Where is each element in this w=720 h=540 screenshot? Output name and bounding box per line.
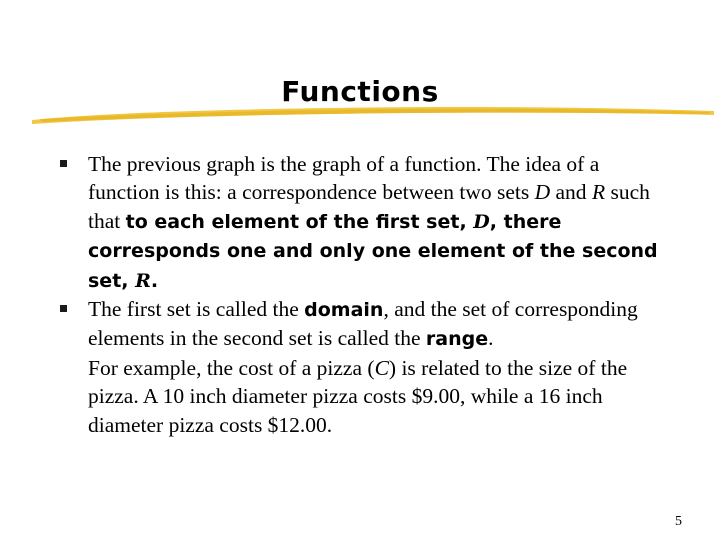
bullet-text bbox=[88, 297, 638, 350]
text-run: . bbox=[150, 269, 159, 292]
text-run: , there corresponds one and only one element of the second set, bbox=[88, 210, 658, 292]
text-run: D bbox=[534, 180, 551, 205]
text-run: such that bbox=[88, 180, 650, 233]
text-run: ) is related to the size of the pizza. A 10 inch diameter pizza costs $9.00, while a 16 inch diameter pizza costs $12.00. bbox=[88, 355, 628, 437]
bullet-item bbox=[60, 150, 670, 295]
bullet-text bbox=[88, 152, 658, 292]
square-bullet-icon bbox=[60, 150, 67, 178]
bullet-list bbox=[60, 150, 670, 354]
text-run: D bbox=[473, 210, 490, 233]
slide-title: Functions bbox=[281, 75, 439, 108]
text-run: C bbox=[374, 355, 389, 380]
text-run: The previous graph is the graph of a function. The idea of a function is this: a correspondence between two sets bbox=[88, 152, 600, 205]
slide-body bbox=[60, 150, 670, 439]
square-bullet-icon bbox=[60, 295, 67, 323]
text-run: R bbox=[135, 269, 151, 292]
text-run: R bbox=[591, 180, 606, 205]
text-run: range bbox=[425, 328, 489, 351]
text-run: and bbox=[550, 180, 592, 205]
text-run: For example, the cost of a pizza ( bbox=[88, 355, 375, 380]
page-number: 5 bbox=[675, 514, 682, 529]
text-run: to each element of the first set, bbox=[125, 210, 474, 233]
bullet-item bbox=[60, 295, 670, 354]
text-run: domain bbox=[304, 299, 384, 322]
example-paragraph bbox=[60, 354, 670, 439]
text-run: The first set is called the bbox=[88, 297, 305, 322]
text-run: . bbox=[488, 326, 494, 351]
text-run: , and the set of corresponding elements in the second set is called the bbox=[88, 297, 638, 351]
